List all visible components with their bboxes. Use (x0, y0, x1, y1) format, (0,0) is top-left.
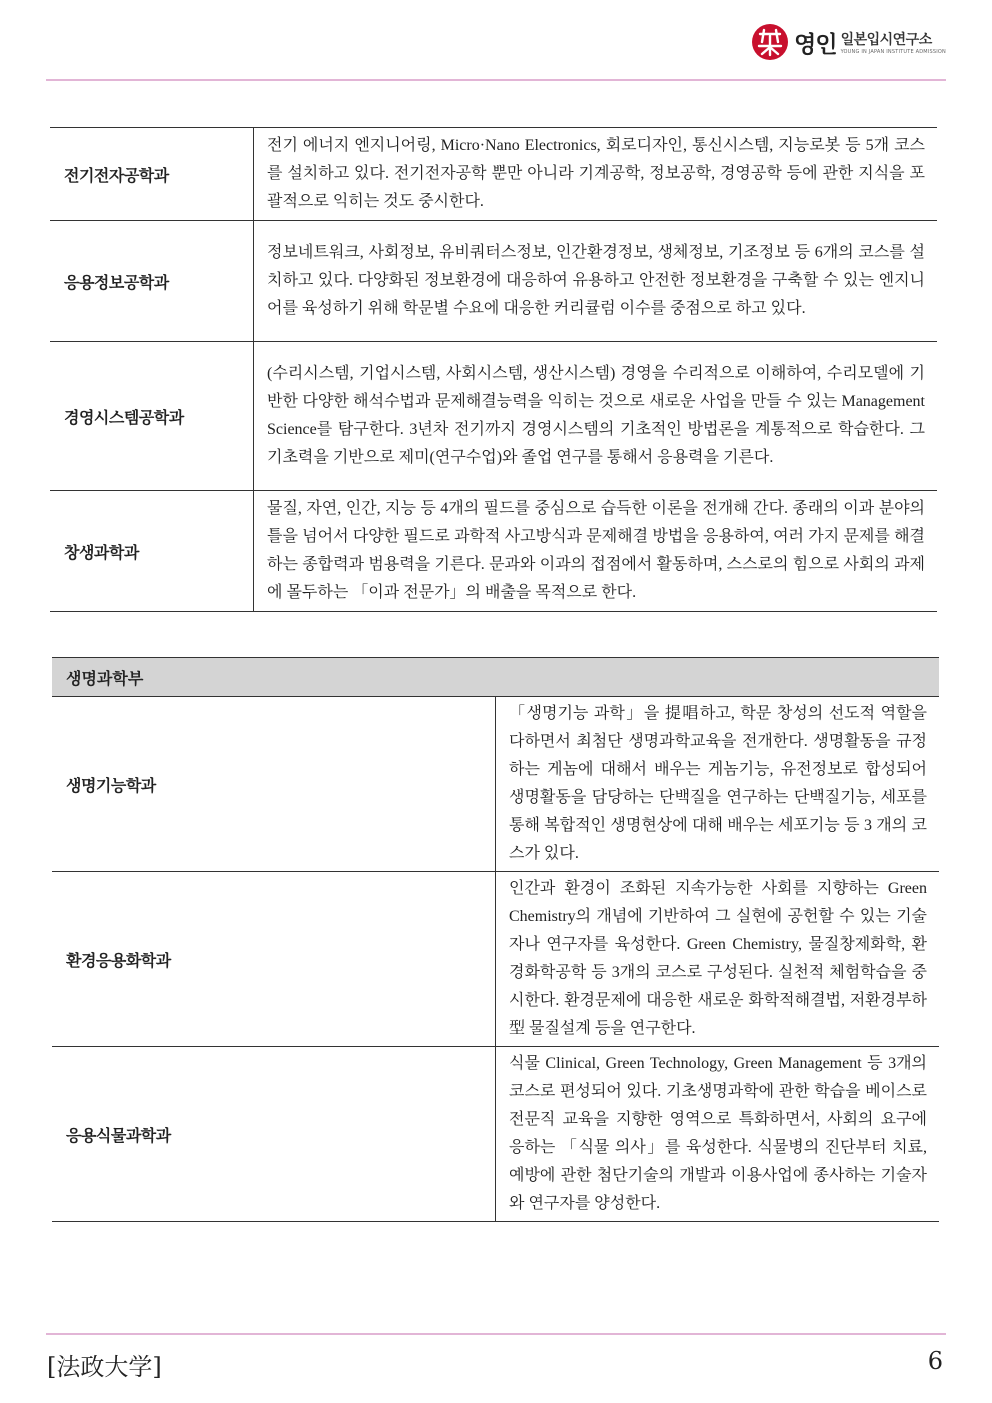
dept-name: 환경응용화학과 (52, 872, 496, 1047)
brand-subname: 일본입시연구소 (840, 32, 932, 48)
dept-name: 응용식물과학과 (52, 1047, 496, 1222)
dept-name: 창생과학과 (50, 491, 254, 612)
dept-description: 인간과 환경이 조화된 지속가능한 사회를 지향하는 Green Chemistry의 개념에 기반하여 그 실현에 공헌할 수 있는 기술자나 연구자를 육성한다. Green Chemistry, 물질창제화학, 환경화학공학 등 3개의 코스로 구성된다. 실천적 체험학습을 중시한다. 환경문제에 대응한 새로운 화학적해결법, 저환경부하型 물질설계 등을 연구한다. (496, 872, 940, 1047)
table-row (52, 872, 939, 1047)
table-row (52, 1047, 939, 1222)
table-row (50, 491, 937, 612)
header-logo (750, 22, 946, 62)
footer-university: [法政大学] (47, 1353, 162, 1381)
dept-name: 응용정보공학과 (50, 221, 254, 342)
brand-name: 영인 (794, 31, 837, 58)
dept-description: (수리시스템, 기업시스템, 사회시스템, 생산시스템) 경영을 수리적으로 이해하여, 수리모델에 기반한 다양한 해석수법과 문제해결능력을 익히는 것으로 새로운 사업을 만들 수 있는 Management Science를 탐구한다. 3년차 전기까지 경영시스템의 기초적인 방법론을 계통적으로 학습한다. 그 기초력을 기반으로 제미(연구수업)와 졸업 연구를 통해서 응용력을 기른다. (254, 342, 938, 491)
section-title: 생명과학부 (52, 658, 939, 697)
dept-name: 경영시스템공학과 (50, 342, 254, 491)
header-divider (46, 79, 946, 81)
footer-divider (46, 1333, 946, 1335)
dept-name: 전기전자공학과 (50, 128, 254, 221)
dept-description: 식물 Clinical, Green Technology, Green Management 등 3개의 코스로 편성되어 있다. 기초생명과학에 관한 학습을 베이스로 전문직 교육을 지향한 영역으로 특화하면서, 사회의 요구에 응하는 「식물 의사」를 육성한다. 식물병의 진단부터 치료, 예방에 관한 첨단기술의 개발과 이용사업에 종사하는 기술자와 연구자를 양성한다. (496, 1047, 940, 1222)
dept-description: 전기 에너지 엔지니어링, Micro·Nano Electronics, 회로디자인, 통신시스템, 지능로봇 등 5개 코스를 설치하고 있다. 전기전자공학 뿐만 아니라 기계공학, 정보공학, 경영공학 등에 관한 지식을 포괄적으로 익히는 것도 중시한다. (254, 128, 938, 221)
table-row (50, 221, 937, 342)
table-row (52, 697, 939, 872)
page-number: 6 (927, 1347, 943, 1375)
dept-name: 생명기능학과 (52, 697, 496, 872)
dept-description: 「생명기능 과학」을 提唱하고, 학문 창성의 선도적 역할을 다하면서 최첨단 생명과학교육을 전개한다. 생명활동을 규정하는 게놈에 대해서 배우는 게놈기능, 유전정보로 합성되어 생명활동을 담당하는 단백질을 연구하는 단백질기능, 세포를 통해 복합적인 생명현상에 대해 배우는 세포기능 등 3 개의 코스가 있다. (496, 697, 940, 872)
section-header-row (52, 658, 939, 697)
calligraphy-seal-logo-icon (750, 22, 790, 62)
brand-tagline: YOUNG IN JAPAN INSTITUTE ADMISSION (840, 49, 946, 55)
dept-description: 물질, 자연, 인간, 지능 등 4개의 필드를 중심으로 습득한 이론을 전개해 간다. 종래의 이과 분야의 틀을 넘어서 다양한 필드로 과학적 사고방식과 문제해결 방법을 응용하여, 여러 가지 문제를 해결하는 종합력과 범용력을 기른다. 문과와 이과의 접점에서 활동하며, 스스로의 힘으로 사회의 과제에 몰두하는 「이과 전문가」의 배출을 목적으로 한다. (254, 491, 938, 612)
table-row (50, 128, 937, 221)
engineering-dept-table (50, 127, 937, 612)
table-row (50, 342, 937, 491)
dept-description: 정보네트워크, 사회정보, 유비쿼터스정보, 인간환경정보, 생체정보, 기조정보 등 6개의 코스를 설치하고 있다. 다양화된 정보환경에 대응하여 유용하고 안전한 정보환경을 구축할 수 있는 엔지니어를 육성하기 위해 학문별 수요에 대응한 커리큘럼 이수를 중점으로 하고 있다. (254, 221, 938, 342)
life-science-dept-table (52, 657, 939, 1222)
